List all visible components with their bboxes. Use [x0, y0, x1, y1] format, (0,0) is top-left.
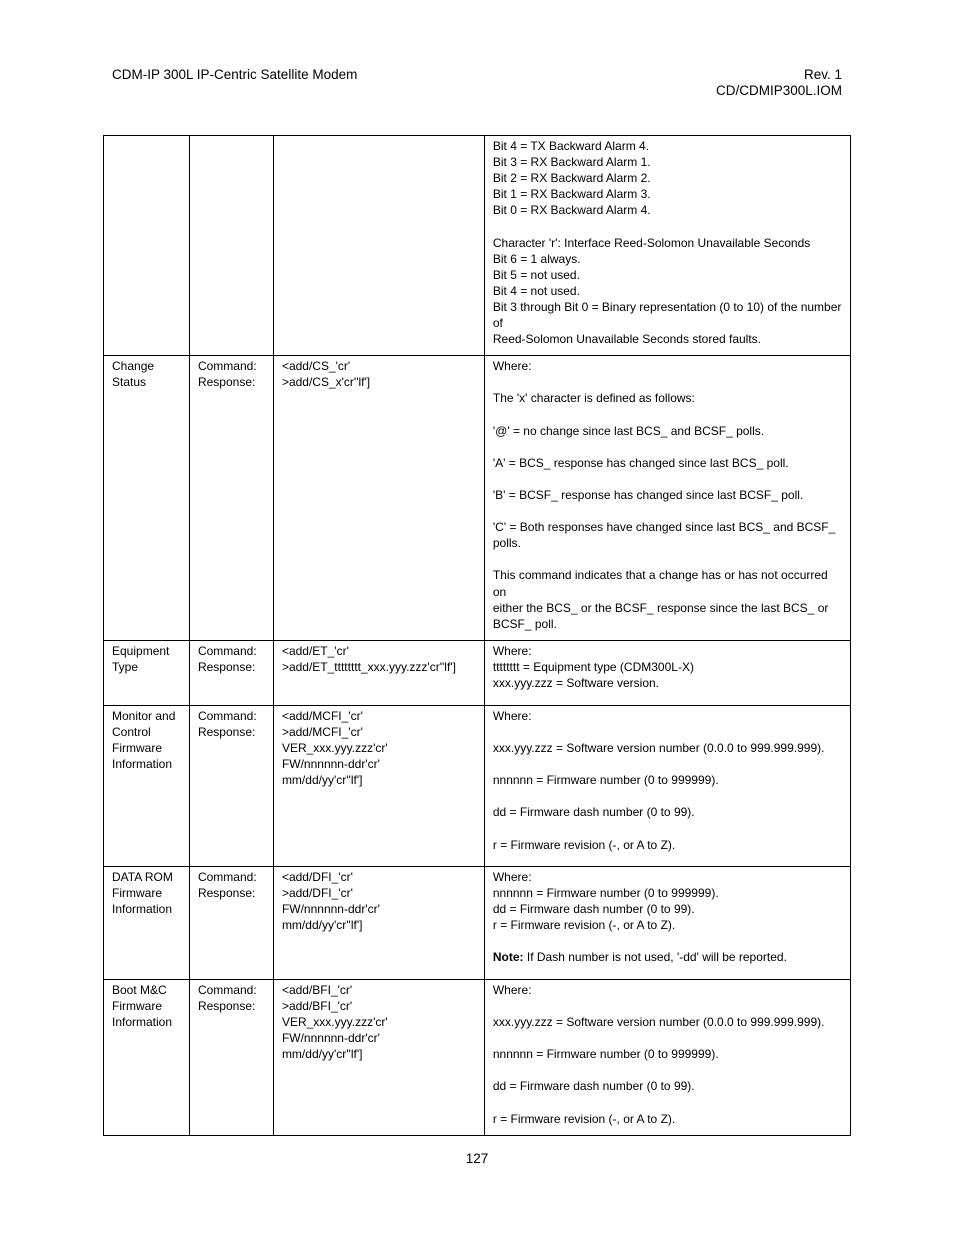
syntax-cell — [273, 356, 484, 641]
text-line: nnnnnn = Firmware number (0 to 999999). — [492, 773, 719, 788]
label-cell — [189, 866, 273, 979]
text-line: Firmware — [112, 885, 162, 900]
text-line: Command: — [197, 708, 257, 723]
page-number: 127 — [465, 1151, 489, 1166]
text-line: BCSF_ poll. — [492, 616, 557, 631]
text-line: Bit 1 = RX Backward Alarm 3. — [492, 187, 651, 202]
text-line: 'C' = Both responses have changed since last BCS_ and BCSF_ — [492, 520, 836, 535]
text-line: <add/ET_'cr' — [281, 643, 349, 658]
table-row — [104, 705, 851, 866]
text-line: mm/dd/yy'cr''lf'] — [281, 918, 363, 933]
text-line: dd = Firmware dash number (0 to 99). — [492, 805, 695, 820]
text-line: tttttttt = Equipment type (CDM300L-X) — [492, 659, 694, 674]
table-row — [104, 356, 851, 641]
syntax-cell — [273, 866, 484, 979]
text-line: Command: — [197, 869, 257, 884]
text-line: 'A' = BCS_ response has changed since last BCS_ poll. — [492, 455, 789, 470]
text-line: nnnnnn = Firmware number (0 to 999999). — [492, 1047, 719, 1062]
text-line: Bit 3 through Bit 0 = Binary representation (0 to 10) of the number of — [492, 299, 845, 331]
text-line: This command indicates that a change has or has not occurred on — [492, 568, 832, 599]
table-row — [104, 979, 851, 1135]
parameter-cell — [104, 640, 190, 705]
text-line: VER_xxx.yyy.zzz'cr' — [281, 741, 388, 755]
syntax-cell — [273, 705, 484, 866]
text-line: 'B' = BCSF_ response has changed since last BCSF_ poll. — [492, 487, 804, 502]
text-line: either the BCS_ or the BCSF_ response since the last BCS_ or — [492, 600, 829, 615]
text-line: Bit 3 = RX Backward Alarm 1. — [492, 155, 651, 170]
table-row — [104, 866, 851, 979]
text-line: Firmware — [112, 741, 162, 755]
label-cell — [189, 136, 273, 356]
text-line: Bit 4 = not used. — [492, 283, 580, 298]
text-line: Boot M&C — [112, 982, 167, 997]
description-cell — [484, 136, 850, 356]
text-line: Reed-Solomon Unavailable Seconds stored faults. — [492, 332, 762, 347]
text-line: <add/DFI_'cr' — [281, 869, 353, 884]
text-line: Bit 0 = RX Backward Alarm 4. — [492, 203, 651, 218]
text-line — [493, 218, 842, 234]
text-line: Information — [112, 902, 173, 916]
label-cell — [189, 356, 273, 641]
text-line: Character 'r': Interface Reed-Solomon Unavailable Seconds — [492, 235, 811, 250]
text-line: Response: — [197, 998, 256, 1013]
description-cell — [484, 356, 850, 641]
text-line: Monitor and — [112, 708, 176, 723]
text-line — [493, 756, 842, 772]
note-label: Note: — [492, 950, 524, 965]
text-line: Firmware — [112, 998, 162, 1013]
description-cell — [484, 705, 850, 866]
text-line — [493, 933, 842, 949]
text-line — [493, 1030, 842, 1046]
description-cell — [484, 866, 850, 979]
table-row — [104, 136, 851, 356]
text-line — [493, 439, 842, 455]
text-line: r = Firmware revision (-, or A to Z). — [492, 918, 676, 933]
text-line: Response: — [197, 659, 256, 674]
text-line: Response: — [197, 375, 256, 390]
parameter-cell — [104, 866, 190, 979]
label-cell — [189, 705, 273, 866]
text-line — [493, 407, 842, 423]
text-line — [493, 374, 842, 390]
revision-label: Rev. 1 — [803, 67, 842, 82]
syntax-cell — [273, 136, 484, 356]
parameter-cell — [104, 356, 190, 641]
text-line: Response: — [197, 885, 256, 900]
label-cell — [189, 640, 273, 705]
text-line — [493, 788, 842, 804]
document-id: CD/CDMIP300L.IOM — [715, 83, 842, 98]
text-line: '@' = no change since last BCS_ and BCSF_ polls. — [492, 423, 765, 438]
text-line — [493, 1094, 842, 1110]
text-line: r = Firmware revision (-, or A to Z). — [492, 837, 676, 852]
text-line: <add/MCFI_'cr' — [281, 708, 363, 723]
text-line: FW/nnnnnn-ddr'cr' — [281, 757, 380, 772]
text-line: dd = Firmware dash number (0 to 99). — [492, 902, 695, 916]
text-line: Where: — [492, 982, 532, 997]
text-line: nnnnnn = Firmware number (0 to 999999). — [492, 885, 719, 900]
note-line — [493, 949, 842, 965]
text-line: Bit 2 = RX Backward Alarm 2. — [492, 171, 651, 186]
text-line — [493, 471, 842, 487]
parameter-cell — [104, 979, 190, 1135]
command-table — [103, 135, 851, 1136]
text-line — [493, 1062, 842, 1078]
text-line: VER_xxx.yyy.zzz'cr' — [281, 1015, 388, 1029]
text-line: Control — [112, 724, 151, 739]
description-cell — [484, 979, 850, 1135]
text-line: >add/MCFI_'cr' — [281, 724, 363, 739]
text-line: Command: — [197, 982, 257, 997]
text-line: mm/dd/yy'cr''lf'] — [281, 1047, 363, 1062]
text-line: dd = Firmware dash number (0 to 99). — [492, 1079, 695, 1094]
note-text: If Dash number is not used, '-dd' will be reported. — [523, 950, 787, 965]
text-line: >add/ET_tttttttt_xxx.yyy.zzz'cr''lf'] — [281, 659, 456, 674]
text-line: Where: — [492, 359, 532, 374]
text-line — [493, 503, 842, 519]
syntax-cell — [273, 640, 484, 705]
text-line: Bit 4 = TX Backward Alarm 4. — [492, 139, 650, 153]
text-line: Command: — [197, 643, 257, 658]
text-line: Equipment — [112, 643, 170, 658]
text-line: FW/nnnnnn-ddr'cr' — [281, 902, 380, 916]
label-cell — [189, 979, 273, 1135]
document-title: CDM-IP 300L IP-Centric Satellite Modem — [112, 67, 358, 82]
text-line: The 'x' character is defined as follows: — [492, 391, 695, 406]
description-cell — [484, 640, 850, 705]
text-line — [493, 998, 842, 1014]
text-line: Type — [112, 659, 139, 674]
text-line: xxx.yyy.zzz = Software version number (0.0.0 to 999.999.999). — [492, 741, 825, 755]
text-line: Where: — [492, 643, 532, 658]
text-line: mm/dd/yy'cr''lf'] — [281, 773, 363, 788]
text-line: Change — [112, 359, 155, 374]
text-line — [493, 551, 842, 567]
text-line: Where: — [492, 869, 532, 884]
syntax-cell — [273, 979, 484, 1135]
text-line: Information — [112, 757, 173, 772]
text-line: <add/BFI_'cr' — [281, 982, 353, 997]
text-line: >add/DFI_'cr' — [281, 885, 353, 900]
text-line — [493, 820, 842, 836]
text-line: r = Firmware revision (-, or A to Z). — [492, 1111, 676, 1126]
parameter-cell — [104, 136, 190, 356]
text-line: Bit 6 = 1 always. — [492, 251, 581, 266]
text-line: Command: — [197, 359, 257, 374]
text-line: FW/nnnnnn-ddr'cr' — [281, 1031, 380, 1046]
table-row — [104, 640, 851, 705]
text-line: polls. — [492, 536, 521, 551]
text-line: >add/BFI_'cr' — [281, 998, 353, 1013]
parameter-cell — [104, 705, 190, 866]
text-line: <add/CS_'cr' — [281, 359, 351, 374]
text-line: DATA ROM — [112, 869, 173, 884]
text-line — [493, 724, 842, 740]
text-line: >add/CS_x'cr''lf'] — [281, 375, 371, 390]
text-line: Information — [112, 1015, 173, 1029]
text-line: xxx.yyy.zzz = Software version. — [492, 676, 660, 690]
text-line: Status — [112, 375, 147, 390]
text-line: xxx.yyy.zzz = Software version number (0.0.0 to 999.999.999). — [492, 1015, 825, 1029]
text-line: Where: — [492, 708, 532, 723]
text-line: Response: — [197, 724, 256, 739]
text-line: Bit 5 = not used. — [492, 267, 580, 282]
